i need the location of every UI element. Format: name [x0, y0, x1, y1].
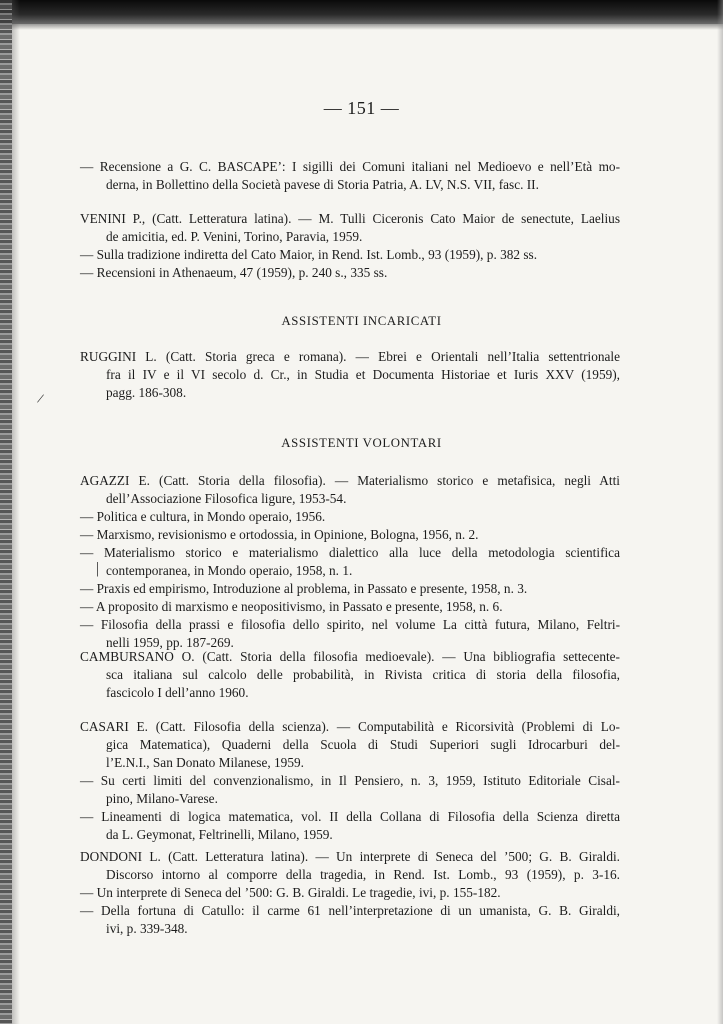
entry-line: — Lineamenti di logica matematica, vol. II della Collana di Filosofia della Scienza diretta [80, 809, 620, 824]
entry-line: da L. Geymonat, Feltrinelli, Milano, 1959. [106, 827, 333, 842]
scan-left-edge [0, 0, 12, 1024]
entry-line: fra il IV e il VI secolo d. Cr., in Studia et Documenta Historiae et Iuris XXV (1959), [106, 367, 620, 382]
entry-casari [80, 718, 620, 844]
scan-right-edge [717, 0, 723, 1024]
entry-line: Discorso intorno al comporre della tragedia, in Rend. Ist. Lomb., 93 (1959), p. 3-16. [106, 867, 620, 882]
entry-line: l’E.N.I., San Donato Milanese, 1959. [106, 755, 304, 770]
scan-top-edge [0, 0, 723, 24]
entry-line: CASARI E. (Catt. Filosofia della scienza). — Computabilità e Ricorsività (Problemi di Lo- [80, 719, 620, 734]
entry-line: — Un interprete di Seneca del ’500: G. B. Giraldi. Le tragedie, ivi, p. 155-182. [80, 885, 501, 900]
section-title-incaricati: ASSISTENTI INCARICATI [281, 314, 442, 328]
entry-line: — Sulla tradizione indiretta del Cato Maior, in Rend. Ist. Lomb., 93 (1959), p. 382 ss. [80, 247, 538, 262]
entry-line: derna, in Bollettino della Società pavese di Storia Patria, A. LV, N.S. VII, fasc. II. [106, 177, 539, 192]
scan-speck: / [35, 391, 45, 408]
entry-line: — Praxis ed empirismo, Introduzione al problema, in Passato e presente, 1958, n. 3. [80, 581, 528, 596]
entry-line: — Su certi limiti del convenzionalismo, in Il Pensiero, n. 3, 1959, Istituto Editoriale Cisal- [80, 773, 620, 788]
entry-line: VENINI P., (Catt. Letteratura latina). — M. Tulli Ciceronis Cato Maior de senectute, Laelius [80, 211, 620, 226]
page-number: — 151 — [323, 98, 400, 118]
entry-line: dell’Associazione Filosofica ligure, 1953-54. [106, 491, 347, 506]
section-title-volontari: ASSISTENTI VOLONTARI [281, 436, 442, 450]
entry-line: — Recensione a G. C. BASCAPE’: I sigilli dei Comuni italiani nel Medioevo e nell’Età mo- [80, 159, 620, 174]
entry-line: — A proposito di marxismo e neopositivismo, in Passato e presente, 1958, n. 6. [80, 599, 503, 614]
entry-dondoni [80, 848, 620, 938]
entry-line: AGAZZI E. (Catt. Storia della filosofia). — Materialismo storico e metafisica, negli Atti [80, 473, 620, 488]
scan-top-shadow [0, 24, 723, 30]
entry-cambursano [80, 648, 620, 702]
entry-line: de amicitia, ed. P. Venini, Torino, Paravia, 1959. [106, 229, 363, 244]
entry-line: ivi, p. 339-348. [106, 921, 188, 936]
entry-line: — Politica e cultura, in Mondo operaio, 1956. [80, 509, 326, 524]
entry-line: sca italiana sul calcolo delle probabilità, in Rivista critica di storia della filosofia, [106, 667, 620, 682]
entry-line: — Recensioni in Athenaeum, 47 (1959), p. 240 s., 335 ss. [80, 265, 388, 280]
entry-line: CAMBURSANO O. (Catt. Storia della filosofia medioevale). — Una bibliografia settecente- [80, 649, 620, 664]
entry-agazzi [80, 472, 620, 652]
entry-line: nelli 1959, pp. 187-269. [106, 635, 234, 650]
entry-line: contemporanea, in Mondo operaio, 1958, n. 1. [106, 563, 353, 578]
entry-line: DONDONI L. (Catt. Letteratura latina). — Un interprete di Seneca del ’500; G. B. Giraldi. [80, 849, 620, 864]
scan-speck: | [96, 560, 100, 577]
entry-line: — Materialismo storico e materialismo dialettico alla luce della metodologia scientifica [80, 545, 620, 560]
entry-line: fascicolo I dell’anno 1960. [106, 685, 249, 700]
entry-line: gica Matematica), Quaderni della Scuola di Studi Superiori sugli Idrocarburi del- [106, 737, 620, 752]
entry-line: — Marxismo, revisionismo e ortodossia, in Opinione, Bologna, 1956, n. 2. [80, 527, 479, 542]
entry-line: RUGGINI L. (Catt. Storia greca e romana). — Ebrei e Orientali nell’Italia settentrionale [80, 349, 620, 364]
entry-line: pagg. 186-308. [106, 385, 187, 400]
scan-left-shadow [12, 0, 20, 1024]
entry-line: pino, Milano-Varese. [106, 791, 218, 806]
entry-venini [80, 210, 620, 282]
entry-bascape-review [80, 158, 620, 194]
entry-line: — Filosofia della prassi e filosofia dello spirito, nel volume La città futura, Milano, Feltri- [80, 617, 620, 632]
entry-ruggini [80, 348, 620, 402]
entry-line: — Della fortuna di Catullo: il carme 61 nell’interpretazione di un umanista, G. B. Giraldi, [80, 903, 620, 918]
